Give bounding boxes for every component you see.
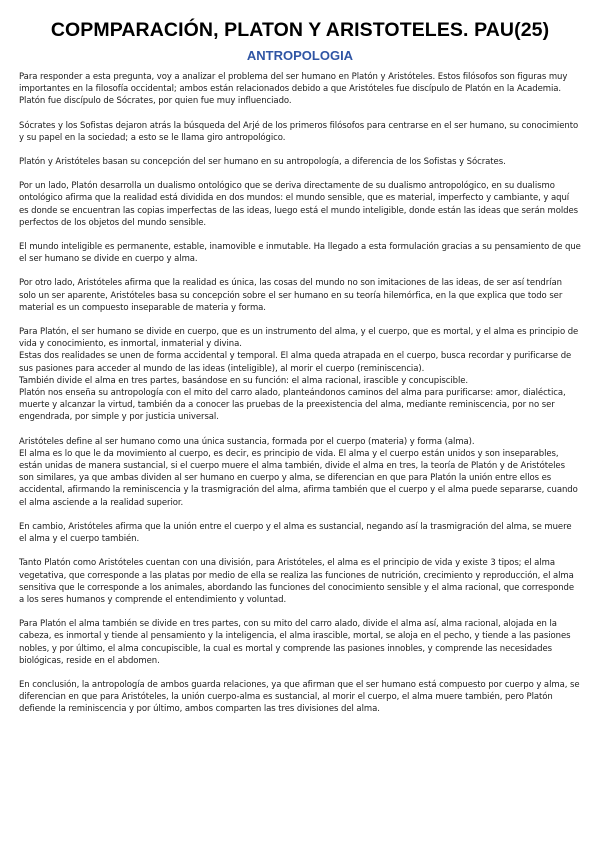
paragraph: Platón y Aristóteles basan su concepción del ser humano en su antropología, a diferencia de los Sofistas y Sócrates. <box>19 157 506 168</box>
paragraph: Por otro lado, Aristóteles afirma que la realidad es única, las cosas del mundo no son imitaciones de las ideas, de ser así tendrían solo un ser aparente, Aristóteles basa su concepción sobre el ser humano en su teoría hilemórfica, en la que explica que todo ser material es un compuesto inseparable de materia y forma. <box>19 278 563 313</box>
paragraph: Para Platón el alma también se divide en tres partes, con su mito del carro alado, divide el alma así, alma racional, alojada en la cabeza, es inmortal y tiende al pensamiento y la inteligencia, el alma irascible, mortal, se aloja en el pecho, y tiende a las pasiones nobles, y por último, el alma concupiscible, la cual es mortal y comprende las pasiones innobles, y comprende las necesidades biológicas, reside en el abdomen. <box>19 619 571 666</box>
document-subtitle: ANTROPOLOGIA <box>246 48 354 63</box>
paragraph: Sócrates y los Sofistas dejaron atrás la búsqueda del Arjé de los primeros filósofos para centrarse en el ser humano, su conocimiento y su papel en la sociedad; a esto se le llama giro antropológico. <box>19 120 579 143</box>
paragraph: Por un lado, Platón desarrolla un dualismo ontológico que se deriva directamente de su dualismo antropológico, en su dualismo ontológico afirma que la realidad está dividida en dos mundos: el mundo sensible, que es material, imperfecto y cambiante, y aquí es donde se encuentran las copias imperfectas de las ideas, luego está el mundo inteligible, donde están las ideas que serán moldes perfectos de los objetos del mundo sensible. <box>19 181 579 228</box>
paragraph: También divide el alma en tres partes, basándose en su función: el alma racional, irascible y concupiscible. <box>19 375 469 386</box>
paragraph: Tanto Platón como Aristóteles cuentan con una división, para Aristóteles, el alma es el principio de vida y existe 3 tipos; el alma vegetativa, que corresponde a las platas por medio de ella se realiza las funciones de nutrición, crecimiento y reproducción, el alma sensitiva que le corresponde a los animales, abordando las funciones del conocimiento sensible y el alma racional, que corresponde a los seres humanos y comprende el entendimiento y voluntad. <box>19 558 575 605</box>
paragraph: El alma es lo que le da movimiento al cuerpo, es decir, es principio de vida. El alma y el cuerpo están unidos y son inseparables, están unidas de manera sustancial, si el cuerpo muere el alma también, divide el alma en tres, la teoría de Platón y de Aristóteles son similares, ya que ambas dividen al ser humano en cuerpo y alma, se diferencian en que para Platón la unión entre ellos es accidental, afirmando la reminiscencia y la trasmigración del alma, afirma también que el cuerpo y el alma puede separarse, cuando el alma asciende a la realidad superior. <box>19 448 578 508</box>
paragraph: En cambio, Aristóteles afirma que la unión entre el cuerpo y el alma es sustancial, negando así la trasmigración del alma, se muere el alma y el cuerpo también. <box>19 521 572 545</box>
document-title: COPMPARACIÓN, PLATON Y ARISTOTELES. PAU(25) <box>50 19 550 41</box>
paragraph: Estas dos realidades se unen de forma accidental y temporal. El alma queda atrapada en el cuerpo, busca recordar y purificarse de sus pasiones para acceder al mundo de las ideas (inteligible), al morir el cuerpo (reminiscencia). <box>19 351 572 374</box>
paragraph: Platón nos enseña su antropología con el mito del carro alado, planteándonos caminos del alma para purificarse: amor, dialéctica, muerte y alcanzar la virtud, también da a conocer las pruebas de la preexistencia del alma, mediante reminiscencia, por no ser engendrada, por simple y por justicia universal. <box>19 388 566 423</box>
paragraph: El mundo inteligible es permanente, estable, inamovible e inmutable. Ha llegado a esta formulación gracias a su pensamiento de que el ser humano se divide en cuerpo y alma. <box>19 242 581 265</box>
paragraph: En conclusión, la antropología de ambos guarda relaciones, ya que afirman que el ser humano está compuesto por cuerpo y alma, se diferencian en que para Aristóteles, la unión cuerpo-alma es sustancial, al morir el cuerpo, el alma muere también, pero Platón defiende la reminiscencia y por último, ambos comparten las tres divisiones del alma. <box>19 679 580 715</box>
paragraph: Para Platón, el ser humano se divide en cuerpo, que es un instrumento del alma, y el cuerpo, que es mortal, y el alma es principio de vida y conocimiento, es inmortal, inmaterial y divina. <box>19 327 579 350</box>
document-body <box>19 71 581 716</box>
paragraph: Para responder a esta pregunta, voy a analizar el problema del ser humano en Platón y Aristóteles. Estos filósofos son figuras muy importantes en la filosofía occidental; ambos están relacionados debido a que Aristóteles fue discípulo de Platón en la Academia. <box>19 72 568 95</box>
paragraph: Aristóteles define al ser humano como una única sustancia, formada por el cuerpo (materia) y forma (alma). <box>19 436 475 447</box>
paragraph: Platón fue discípulo de Sócrates, por quien fue muy influenciado. <box>19 96 292 107</box>
